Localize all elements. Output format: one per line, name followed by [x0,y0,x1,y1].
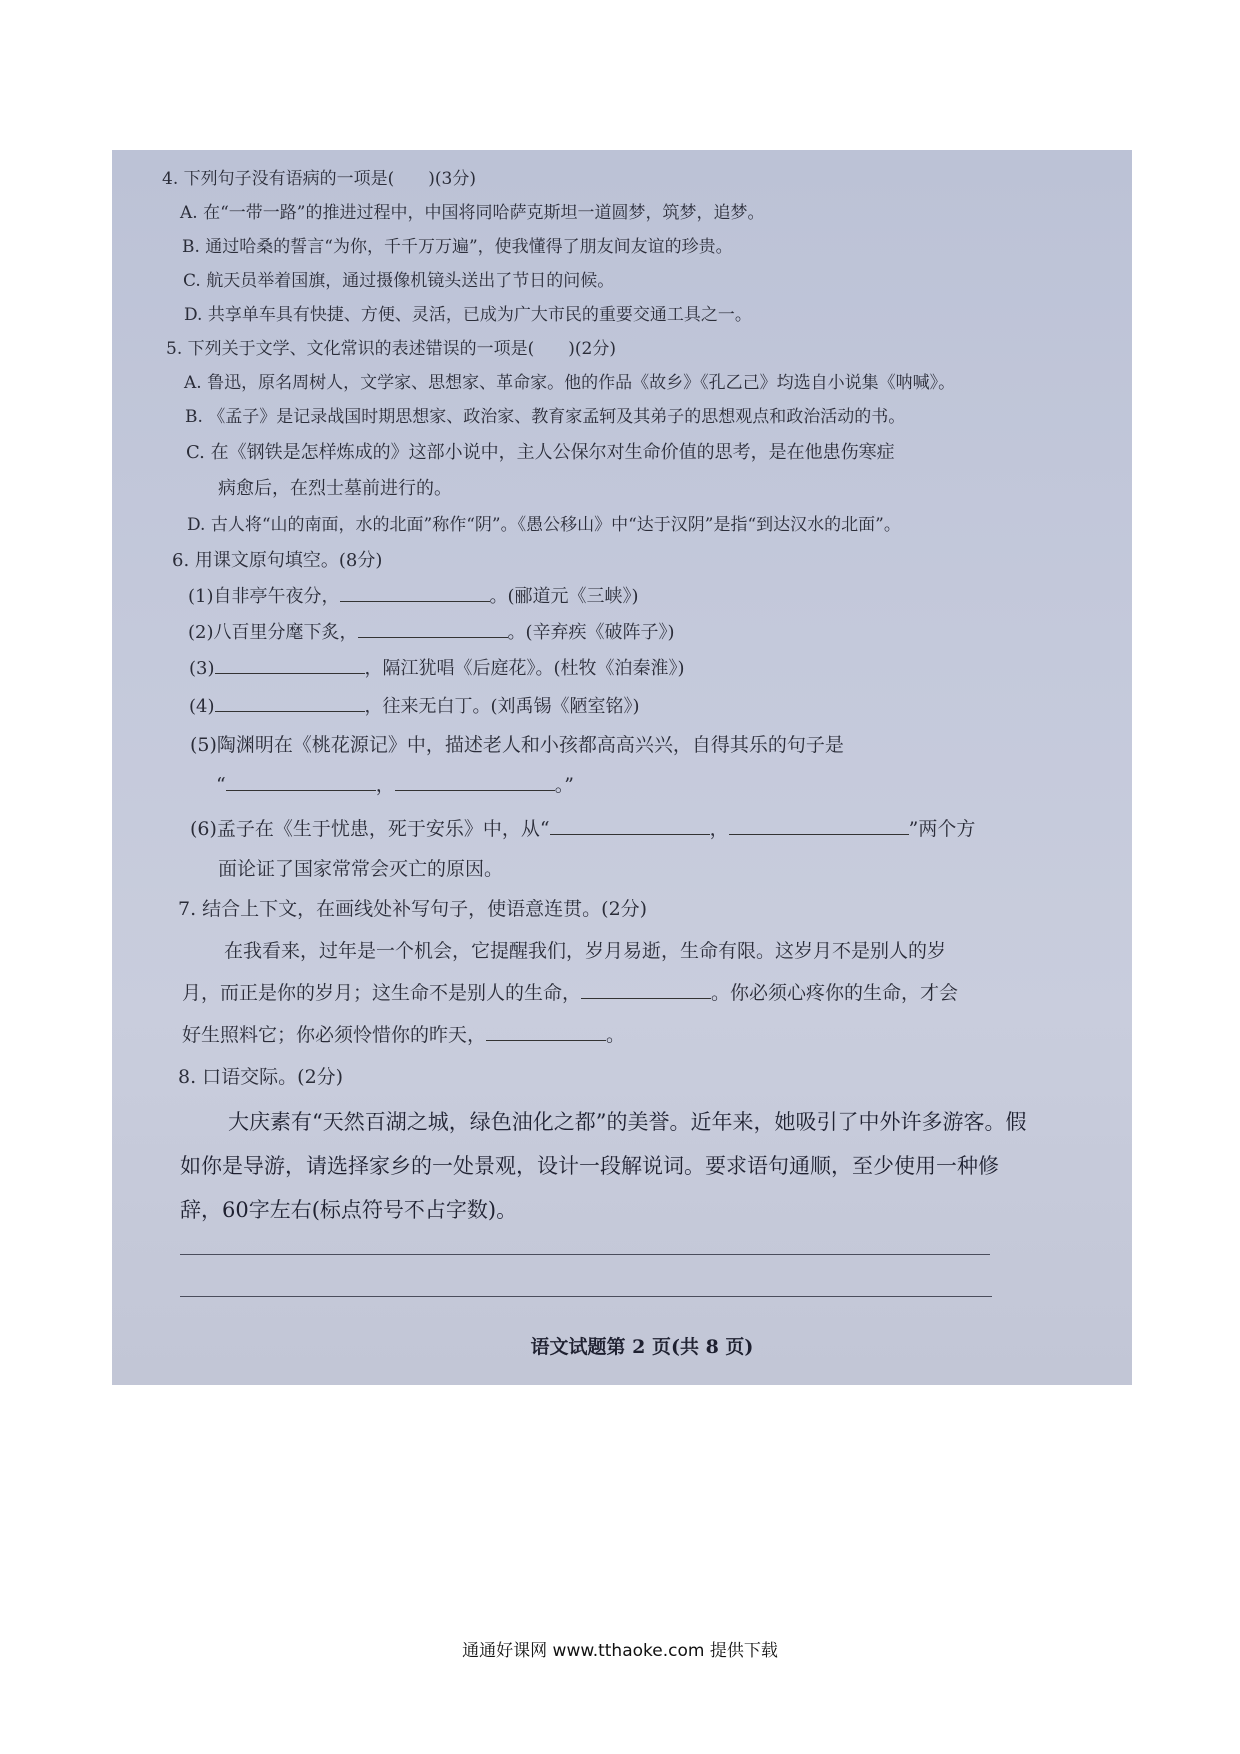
q7-line-3-post: 。 [606,1024,626,1046]
q6-item-2-pre: (2)八百里分麾下炙， [188,622,358,643]
q6-item-4-post: ，往来无白丁。(刘禹锡《陋室铭》) [364,696,640,717]
q6-item-3-pre: (3) [189,658,215,679]
q7-line-2 [182,978,958,1005]
q4-title: 4. 下列句子没有语病的一项是( )(3分) [162,169,476,189]
q6-item-5-blanks [216,770,574,797]
q4-option-d: D. 共享单车具有快捷、方便、灵活，已成为广大市民的重要交通工具之一。 [184,305,752,325]
answer-line-2[interactable] [180,1296,992,1297]
q6-item-3-post: ，隔江犹唱《后庭花》。(杜牧《泊秦淮》) [364,658,685,679]
q5-option-a: A. 鲁迅，原名周树人，文学家、思想家、革命家。他的作品《故乡》《孔乙己》均选自小说集《呐喊》。 [184,373,956,393]
q7-line-1: 在我看来，过年是一个机会，它提醒我们，岁月易逝，生命有限。这岁月不是别人的岁 [224,940,947,962]
q6-item-5: (5)陶渊明在《桃花源记》中，描述老人和小孩都高高兴兴，自得其乐的句子是 [190,734,844,756]
q8-line-3: 辞，60字左右(标点符号不占字数)。 [180,1198,518,1222]
q6-item-1-pre: (1)自非亭午夜分， [188,586,340,607]
q7-blank-2[interactable] [486,1039,606,1041]
close-quote: 。” [554,774,574,796]
q7-blank-1[interactable] [581,997,711,999]
q4-option-b: B. 通过哈桑的誓言“为你，千千万万遍”，使我懂得了朋友间友谊的珍贵。 [182,237,733,257]
q7-line-3-pre: 好生照料它；你必须怜惜你的昨天， [182,1024,487,1046]
q8-line-2: 如你是导游，请选择家乡的一处景观，设计一段解说词。要求语句通顺，至少使用一种修 [180,1154,999,1178]
q5-option-d: D. 古人将“山的南面，水的北面”称作“阴”。《愚公移山》中“达于汉阴”是指“到达汉水的北面”。 [187,515,901,535]
exam-paper [152,150,1132,1385]
q7-title: 7. 结合上下文，在画线处补写句子，使语意连贯。(2分) [178,898,648,920]
q6-item-5-blank-1[interactable] [226,789,376,791]
page-number: 语文试题第 2 页(共 8 页) [530,1336,754,1358]
comma: ， [375,774,395,796]
q6-item-4 [189,692,640,718]
q6-item-2 [188,618,675,644]
answer-line-1[interactable] [180,1254,990,1255]
q5-option-c-cont: 病愈后，在烈士墓前进行的。 [218,478,452,499]
q6-title: 6. 用课文原句填空。(8分) [172,550,383,571]
q5-option-c: C. 在《钢铁是怎样炼成的》这部小说中，主人公保尔对生命价值的思考，是在他患伤寒症 [186,442,895,463]
q6-item-2-blank[interactable] [358,636,508,638]
q8-line-1: 大庆素有“天然百湖之城，绿色油化之都”的美誉。近年来，她吸引了中外许多游客。假 [228,1110,1027,1134]
q7-line-2-post: 。你必须心疼你的生命，才会 [711,982,959,1004]
q4-option-c: C. 航天员举着国旗，通过摄像机镜头送出了节日的问候。 [183,271,615,291]
q6-item-1-post: 。(郦道元《三峡》) [489,586,639,607]
q6-item-3-blank[interactable] [215,672,365,674]
q6-item-4-blank[interactable] [215,710,365,712]
exam-page-photo [112,150,1132,1385]
q5-title: 5. 下列关于文学、文化常识的表述错误的一项是( )(2分) [166,339,616,359]
q6-item-6-cont: 面论证了国家常常会灭亡的原因。 [218,858,504,880]
q6-item-6-pre: (6)孟子在《生于忧患，死于安乐》中，从“ [190,818,550,840]
q6-item-6 [190,814,975,841]
q7-line-3 [182,1020,625,1047]
q5-option-b: B. 《孟子》是记录战国时期思想家、政治家、教育家孟轲及其弟子的思想观点和政治活动的书。 [185,407,906,427]
q8-title: 8. 口语交际。(2分) [178,1066,344,1088]
q6-item-1 [188,582,639,608]
q6-item-4-pre: (4) [189,696,215,717]
footer-credit: 通通好课网 www.tthaoke.com 提供下载 [462,1641,778,1661]
q6-item-6-blank-1[interactable] [550,833,710,835]
q7-line-2-pre: 月，而正是你的岁月；这生命不是别人的生命， [182,982,582,1004]
open-quote: “ [216,774,226,796]
q6-item-1-blank[interactable] [340,600,490,602]
q6-item-2-post: 。(辛弃疾《破阵子》) [507,622,675,643]
q6-item-6-post: ”两个方 [908,818,976,840]
q6-item-3 [189,654,685,680]
q4-option-a: A. 在“一带一路”的推进过程中，中国将同哈萨克斯坦一道圆梦，筑梦，追梦。 [180,203,765,223]
q6-item-6-blank-2[interactable] [729,833,909,835]
q6-item-5-blank-2[interactable] [395,789,555,791]
comma: ， [709,818,729,840]
